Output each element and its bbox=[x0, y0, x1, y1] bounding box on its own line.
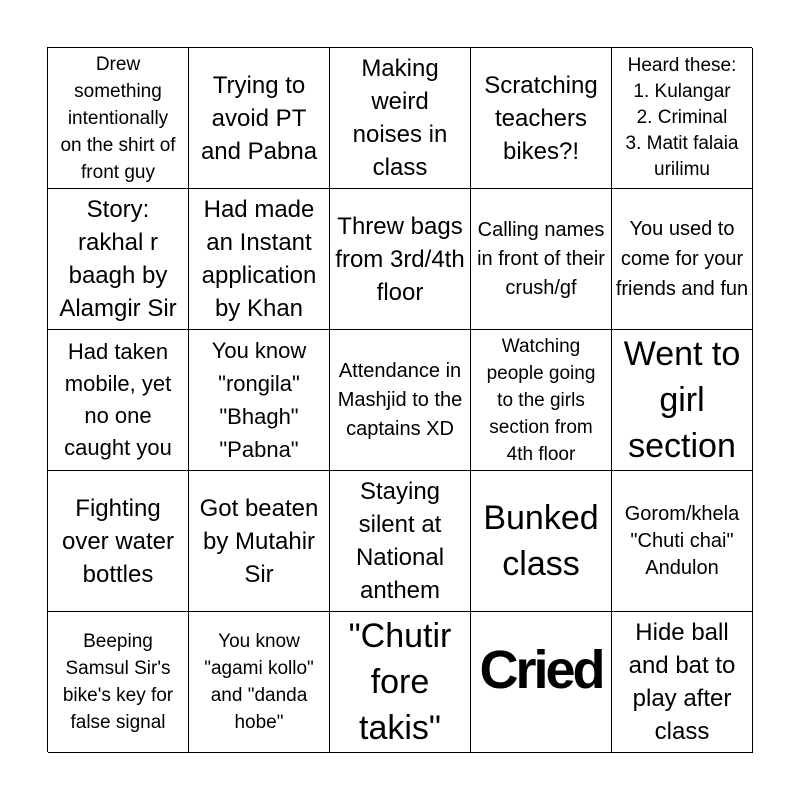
bingo-cell[interactable] bbox=[330, 189, 471, 330]
bingo-cell[interactable] bbox=[471, 330, 612, 471]
cell-text: Heard these: 1. Kulangar 2. Criminal 3. Matit falaia urilimu bbox=[625, 55, 739, 180]
cell-text: Scratching teachers bikes?! bbox=[484, 71, 598, 165]
bingo-cell[interactable] bbox=[189, 48, 330, 189]
cell-text: Threw bags from 3rd/4th floor bbox=[335, 212, 465, 306]
cell-text: Hide ball and bat to play after class bbox=[628, 619, 736, 745]
cell-text: You used to come for your friends and fun bbox=[615, 218, 749, 300]
bingo-cell[interactable] bbox=[471, 189, 612, 330]
bingo-cell[interactable] bbox=[48, 189, 189, 330]
cell-text: Staying silent at National anthem bbox=[355, 478, 445, 604]
bingo-cell[interactable] bbox=[48, 330, 189, 471]
cell-text: Trying to avoid PT and Pabna bbox=[200, 71, 318, 165]
bingo-cell[interactable] bbox=[330, 48, 471, 189]
bingo-cell[interactable] bbox=[48, 612, 189, 753]
bingo-cell[interactable] bbox=[330, 330, 471, 471]
cell-text: Beeping Samsul Sir's bike's key for false signal bbox=[62, 631, 174, 733]
bingo-board bbox=[47, 47, 752, 752]
cell-text: Watching people going to the girls section from 4th floor bbox=[486, 335, 596, 465]
cell-text: Got beaten by Mutahir Sir bbox=[199, 494, 319, 588]
bingo-cell[interactable] bbox=[612, 330, 753, 471]
cell-text: Story: rakhal r baagh by Alamgir Sir bbox=[59, 196, 177, 322]
bingo-cell[interactable] bbox=[189, 471, 330, 612]
bingo-cell[interactable] bbox=[471, 471, 612, 612]
bingo-cell[interactable] bbox=[330, 471, 471, 612]
cell-text: Had made an Instant application by Khan bbox=[201, 196, 317, 322]
bingo-cell[interactable] bbox=[48, 471, 189, 612]
cell-text: Calling names in front of their crush/gf bbox=[477, 218, 605, 299]
cell-text: Went to girl section bbox=[623, 335, 741, 465]
bingo-cell[interactable] bbox=[48, 48, 189, 189]
bingo-cell[interactable] bbox=[612, 471, 753, 612]
bingo-cell[interactable] bbox=[189, 189, 330, 330]
bingo-cell[interactable] bbox=[471, 48, 612, 189]
cell-text: Cried bbox=[479, 640, 603, 700]
cell-text: Making weird noises in class bbox=[352, 55, 448, 181]
bingo-cell[interactable] bbox=[612, 612, 753, 753]
bingo-cell[interactable] bbox=[330, 612, 471, 753]
cell-text: Gorom/khela "Chuti chai" Andulon bbox=[624, 502, 740, 579]
bingo-cell[interactable] bbox=[612, 189, 753, 330]
cell-text: "Chutir fore takis" bbox=[348, 617, 452, 747]
bingo-cell[interactable] bbox=[471, 612, 612, 753]
bingo-cell[interactable] bbox=[189, 330, 330, 471]
cell-text: Bunked class bbox=[483, 499, 599, 583]
bingo-cell[interactable] bbox=[189, 612, 330, 753]
cell-text: Drew something intentionally on the shirt of front guy bbox=[60, 53, 176, 183]
cell-text: Had taken mobile, yet no one caught you bbox=[64, 339, 172, 460]
cell-text: You know "rongila" "Bhagh" "Pabna" bbox=[211, 338, 307, 462]
bingo-cell[interactable] bbox=[612, 48, 753, 189]
cell-text: Fighting over water bottles bbox=[61, 494, 175, 588]
cell-text: You know "agami kollo" and "danda hobe" bbox=[204, 631, 314, 733]
cell-text: Attendance in Mashjid to the captains XD bbox=[337, 359, 463, 440]
